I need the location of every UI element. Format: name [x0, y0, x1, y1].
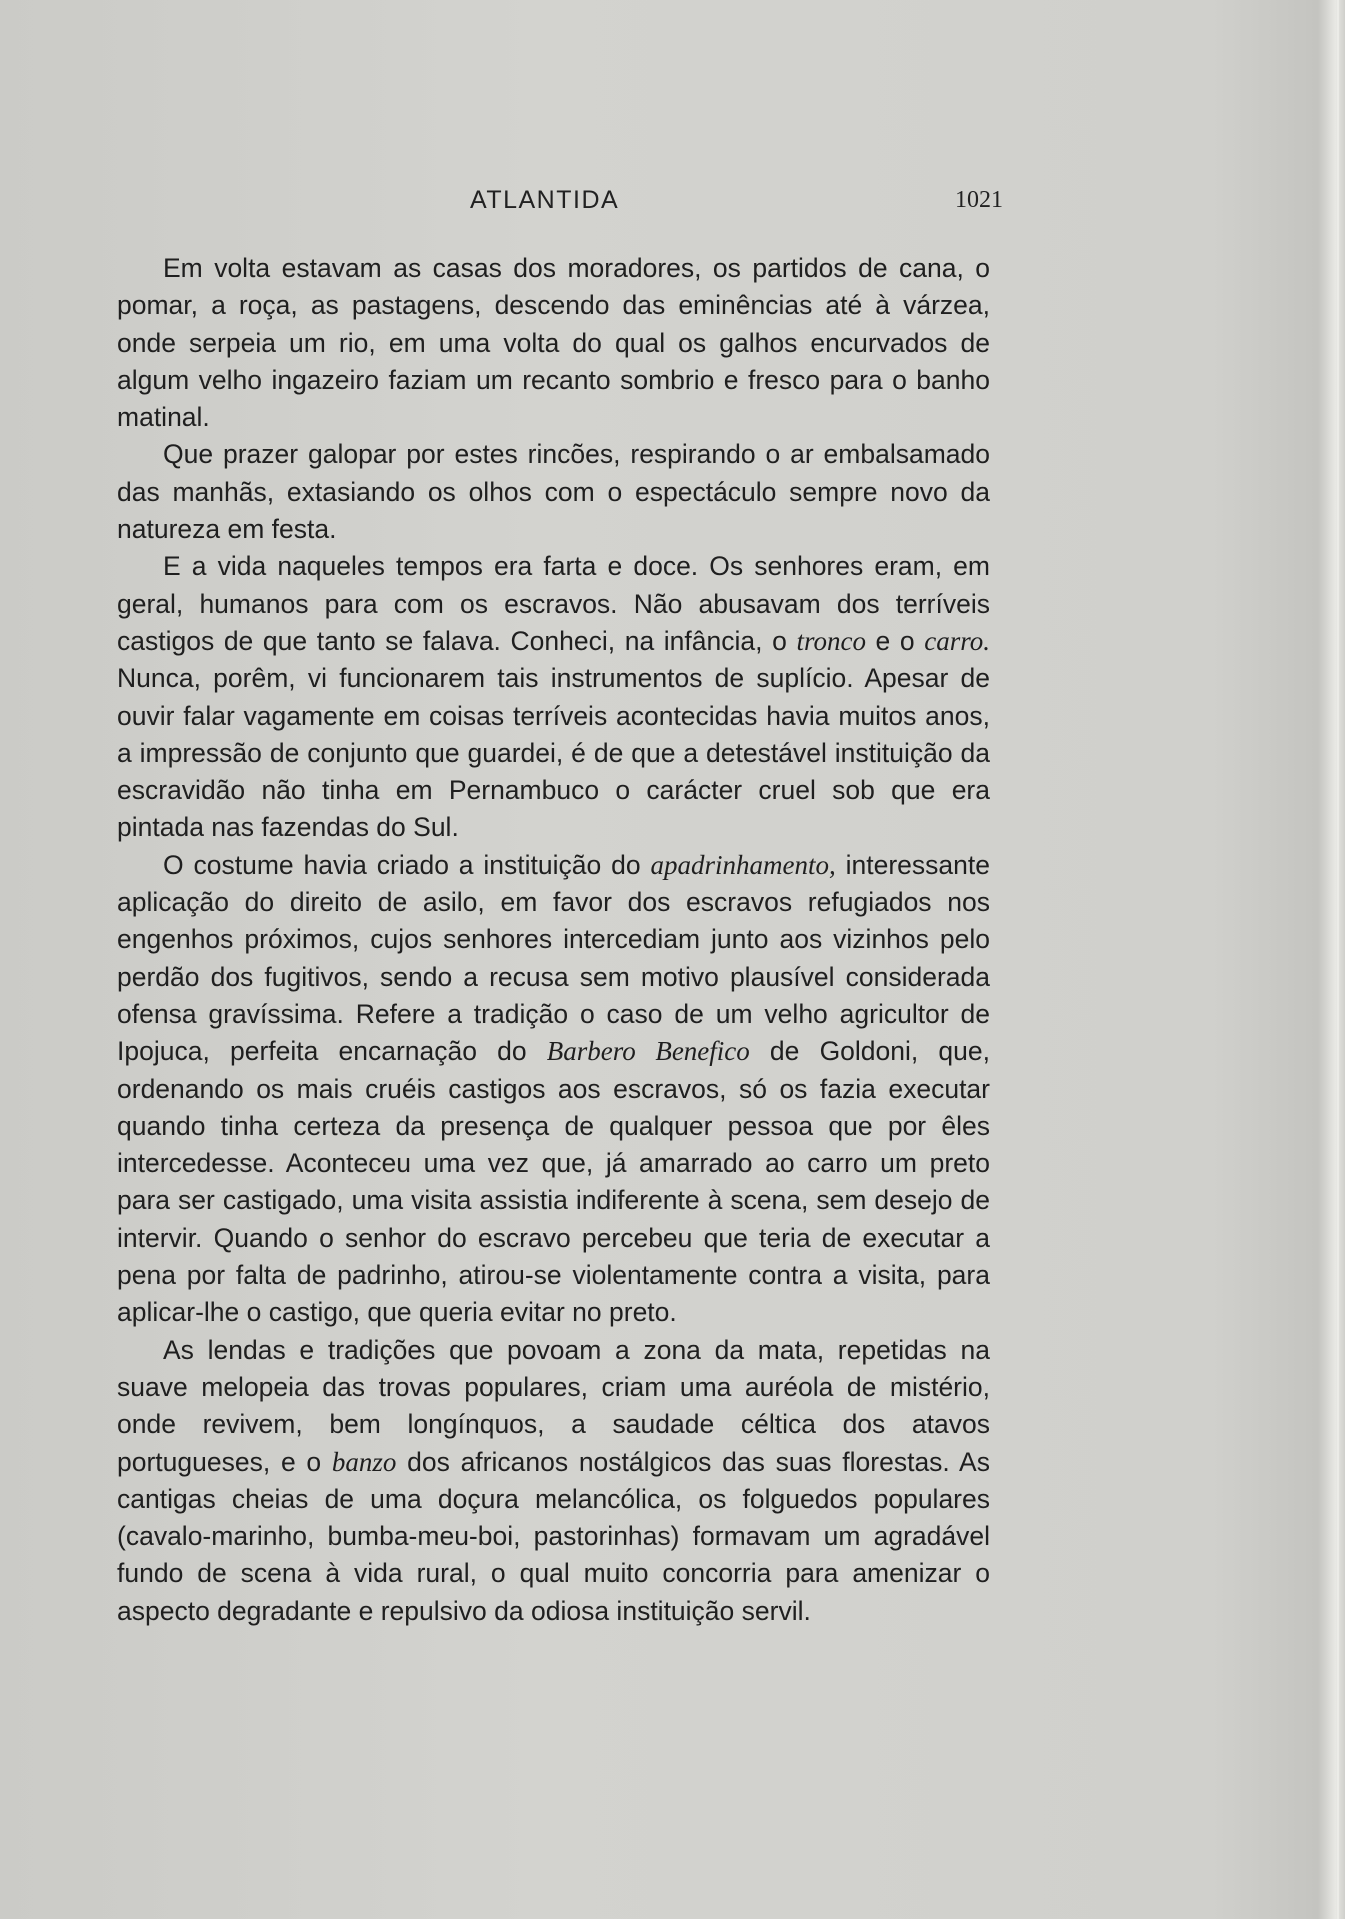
- paragraph-4: [117, 847, 990, 1332]
- paragraph-3: [117, 548, 990, 846]
- body-text: [117, 250, 990, 1630]
- paragraph-3-text-a: E a vida naqueles tempos era farta e doce. Os senhores eram, em geral, humanos para com os escravos. Não abusavam dos terríveis castigos de que tanto se falava. Conheci, na infância, o: [117, 551, 990, 656]
- paragraph-4-text-c: de Goldoni, que, ordenando os mais cruéis castigos aos escravos, só os fazia executar quando tinha certeza da presença de qualquer pessoa que por êles intercedesse. Aconteceu uma vez que, já amarrado ao carro um preto para ser castigado, uma visita assistia indiferente à scena, sem desejo de intervir. Quando o senhor do escravo percebeu que teria de executar a pena por falta de padrinho, atirou-se violentamente contra a visita, para aplicar-lhe o castigo, que queria evitar no preto.: [117, 1036, 991, 1328]
- paragraph-3-text-c: Nunca, porêm, vi funcionarem tais instrumentos de suplício. Apesar de ouvir falar vagamente em coisas terríveis acontecidas havia muitos anos, a impressão de conjunto que guardei, é de que a detestável instituição da escravidão não tinha em Pernambuco o carácter cruel sob que era pintada nas fazendas do Sul.: [117, 663, 990, 843]
- paragraph-2-text: Que prazer galopar por estes rincões, respirando o ar embalsamado das manhãs, extasiando os olhos com o espectáculo sempre novo da natureza em festa.: [117, 439, 990, 545]
- paragraph-5-text-b: dos africanos nostálgicos das suas florestas. As cantigas cheias de uma doçura melancólica, os folguedos populares (cavalo-marinho, bumba-meu-boi, pastorinhas) formavam um agradável fundo de scena à vida rural, o qual muito concorria para amenizar o aspecto degradante e repulsivo da odiosa instituição servil.: [117, 1446, 990, 1626]
- paragraph-5-text-a: As lendas e tradições que povoam a zona da mata, repetidas na suave melopeia das trovas populares, criam uma auréola de mistério, onde revivem, bem longínquos, a saudade céltica dos atavos portugueses, e o: [117, 1334, 990, 1477]
- running-title: ATLANTIDA: [470, 186, 620, 214]
- paragraph-1: [117, 250, 990, 436]
- paragraph-1-text: Em volta estavam as casas dos moradores, os partidos de cana, o pomar, a roça, as pastagens, descendo das eminências até à várzea, onde serpeia um rio, em uma volta do qual os galhos encurvados de algum velho ingazeiro faziam um recanto sombrio e fresco para o banho matinal.: [117, 253, 990, 433]
- paragraph-4-text-b: interessante aplicação do direito de asilo, em favor dos escravos refugiados nos engenhos próximos, cujos senhores intercediam junto aos vizinhos pelo perdão dos fugitivos, sendo a recusa sem motivo plausível considerada ofensa gravíssima. Refere a tradição o caso de um velho agricultor de Ipojuca, perfeita encarnação do: [117, 849, 990, 1067]
- paragraph-5: [117, 1332, 990, 1630]
- running-head: [0, 186, 1345, 226]
- paragraph-4-text-a: O costume havia criado a instituição do: [163, 849, 651, 880]
- page-edge: [1337, 0, 1339, 1919]
- italic-term-banzo: banzo: [331, 1446, 397, 1477]
- italic-term-tronco: tronco: [796, 625, 866, 656]
- italic-title-barbero-benefico: Barbero Benefico: [546, 1036, 750, 1067]
- paragraph-3-text-b: e o: [865, 625, 925, 656]
- italic-term-apadrinhamento: apadrinhamento,: [650, 849, 836, 880]
- page-number: 1021: [955, 187, 1003, 213]
- italic-term-carro: carro.: [924, 625, 990, 656]
- paragraph-2: [117, 436, 990, 548]
